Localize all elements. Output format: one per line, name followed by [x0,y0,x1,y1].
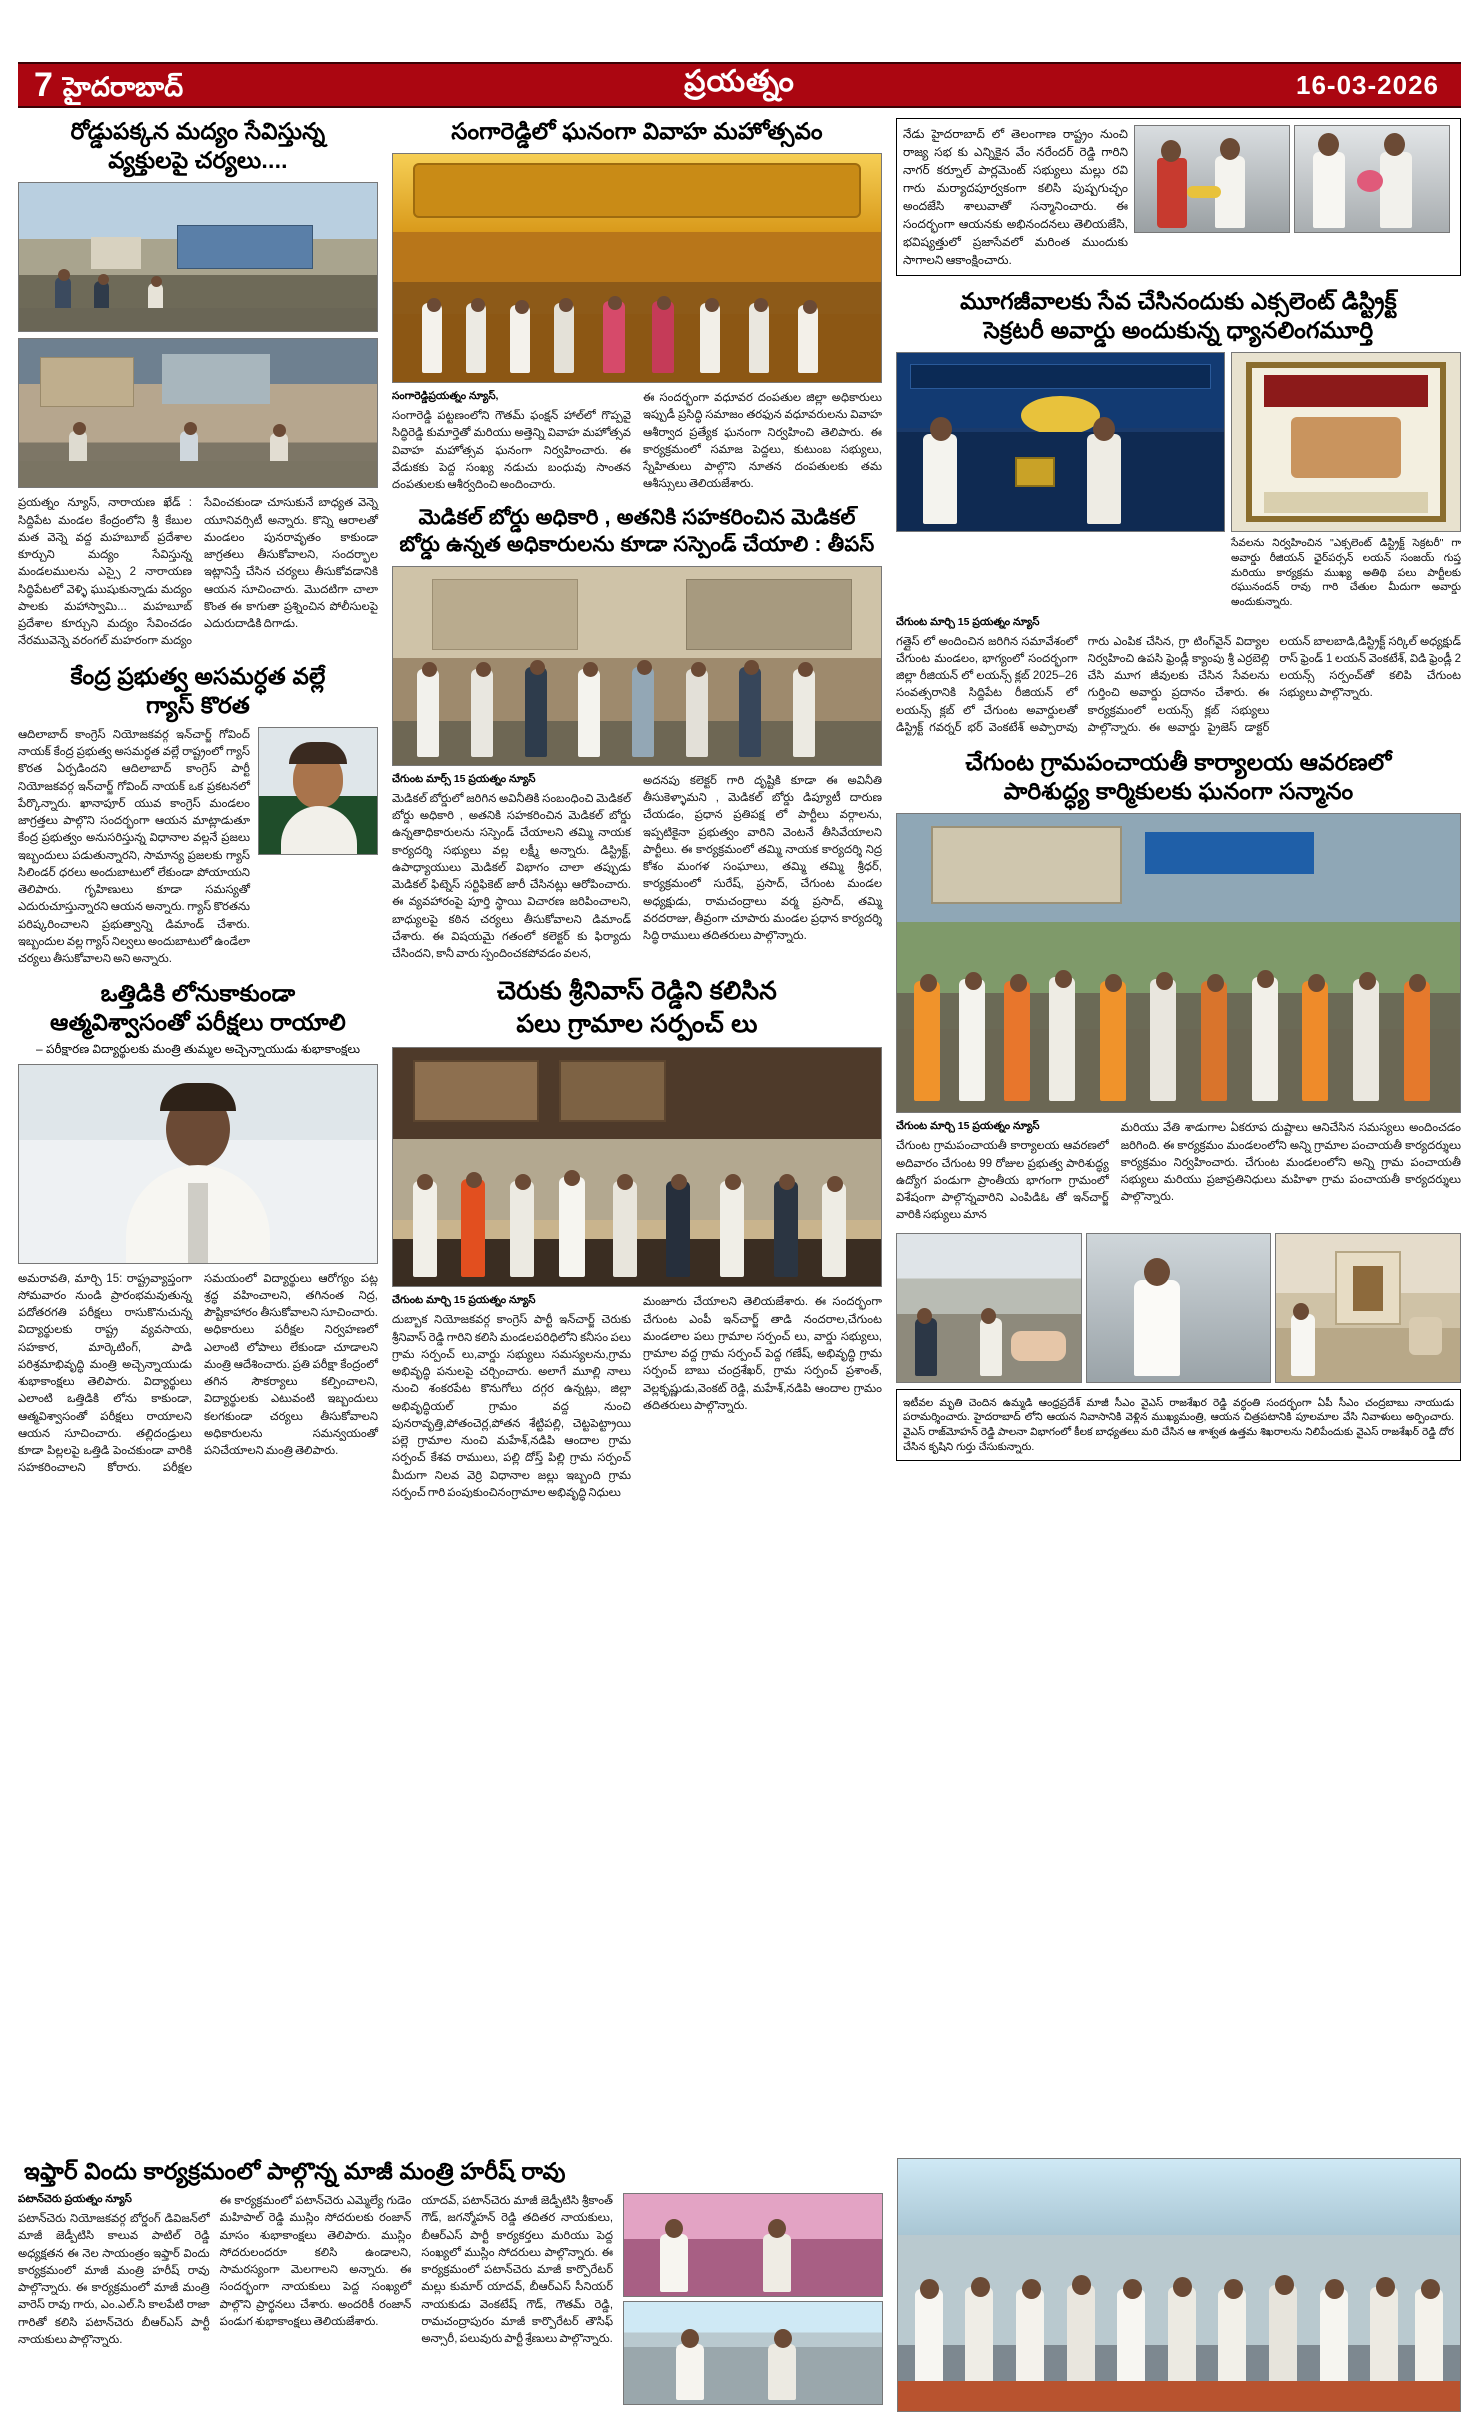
headline-line-1: మెడికల్ బోర్డు అధికారి , అతనికి సహకరించిన మెడికల్ [418,506,856,530]
headline-line-2: పలు గ్రామాల సర్పంచ్ లు [516,1009,758,1038]
publication-date: 16-03-2026 [1296,69,1439,100]
leader-portrait-photo [258,727,378,855]
cm-visit-photo [1086,1233,1272,1383]
police-roadside-check-photo [18,182,378,332]
article-body: గత్లైస్ లో అందించిన జరిగిన సమావేశంలో చేగుంట మండలం, భాగ్యంలో సందర్భంగా జిల్లా రీజియన్ లో లయన్స్ క్లబ్ 2025–26 సంవత్సరానికి సిద్దిపేట రీజియన్ లో లయన్స్ క్లబ్ లో చేగుంట అవార్డులతో డిస్ట్రిక్ట్ గవర్నర్ భర్ వెంకటేశ్ అప్పారావు గారు ఎంపిక చేసిన, గ్రా టింగ్‌వైన్ విద్యాల నిర్వహించి ఉపసి ఫ్రెండ్లీ క్యాంపు శ్రీ ఎర్రబెల్లి చేసి మూగ జీవులకు చేసిన సేవలను గుర్తించి అవార్డు ప్రదానం చేశారు. ఈ కార్యక్రమంలో లయన్స్ క్లబ్ సభ్యులు పాల్గొన్నారు. ఈ అవార్డు ప్రైజెస్ డాక్టర్ లయన్ బాలబాడి,డిస్ట్రిక్ట్ సర్కిల్ అధ్యక్షుడ్ రాస్ ఫ్రెండ్ 1 లయన్ వెంకటేశ్, విడి ఫ్రెండ్లీ 2 లయన్స్ సర్పంచ్‌తో కలిపి చేగుంట సభ్యులు పాల్గొన్నారు. [896,635,1461,734]
headline-line-2: పారిశుద్ధ్య కార్మికులకు ఘనంగా సన్మానం [1003,778,1354,805]
minister-portrait-photo [18,1064,378,1264]
bottom-photo-pair [623,2193,883,2405]
article-body-col-3: యాదవ్, పటాన్‌చెరు మాజీ జెడ్పీటిసి శ్రీకాంత్ గౌడ్, జగన్మోహన్ రెడ్డి తదితర నాయకులు, బీఆర్ఎస్ పార్టీ కార్యకర్తలు మరియు పెద్ద సంఖ్యలో ముస్లిం సోదరులు పాల్గొన్నారు. ఈ కార్యక్రమంలో పటాన్‌చెరు మాజీ కార్పొరేటర్ మల్లు కుమార్ యాదవ్, బీఆర్ఎస్ సీనియర్ నాయకుడు వెంకటేష్ గౌడ్, గౌతమ్ రెడ్డి, రామచంద్రాపురం మాజీ కార్పొరేటర్ తౌసిఫ్ అన్సారీ, పలువురు పార్టీ శ్రేణులు పాల్గొన్నారు. [421,2195,614,2346]
award-plaque-closeup-photo [1231,352,1461,532]
article-body-col-2: ఈ సందర్భంగా వధూవర దంపతుల జిల్లా అధికారులు ఇప్పుడీ ప్రసిద్ధి సమాజం తరఫున వధూవరులను వివాహ ఆశీర్వాద ప్రత్యేక ఘనంగా నిర్వహించి తెలిపారు. ఈ కార్యక్రమంలో సమాజ పెద్దలు, కుటుంబ సభ్యులు, స్నేహితులు పాల్గొని నూతన దంపతులకు తమ ఆశీస్సులు తెలియజేశారు. [643,392,882,491]
photo-caption: ఇటీవల మృతి చెందిన ఉమ్మడి ఆంధ్రప్రదేశ్ మాజీ సీఎం వైఎస్ రాజశేఖర రెడ్డి వర్ధంతి సందర్భంగా ఏపీ సీఎం చంద్రబాబు నాయుడు పరామర్శించారు. హైదరాబాద్ లోని ఆయన నివాసానికి వెళ్లిన ముఖ్యమంత్రి, ఆయన చిత్రపటానికి పూలమాల వేసి నివాళులు అర్పించారు. వైఎస్ రాజ్‌మోహన్ రెడ్డి పాలనా విభాగంలో కీలక బాధ్యతలు మరి చేసిన ఆ శాశ్వత ఉత్తమ శిఖరాలను నిలిపేందుకు వైఎస్ రాజశేఖర్ రెడ్డి దోర చేసిన కృషిని గుర్తు చేసుకున్నారు. [903,1396,1454,1453]
article-lions-award [896,288,1461,737]
headline: సంగారెడ్డిలో ఘనంగా వివాహ మహోత్సవం [451,118,823,144]
article-body-col-2: ఈ కార్యక్రమంలో పటాన్‌చెరు ఎమ్మెల్యే గుడెం మహిపాల్ రెడ్డి ముస్లిం సోదరులకు రంజాన్ మాసం శుభాకాంక్షలు తెలిపారు. ముస్లిం సోదరులందరూ కలిసి ఉండాలని, సామరస్యంగా మెలగాలని అన్నారు. ఈ సందర్భంగా నాయకులు పెద్ద సంఖ్యలో పాల్గొని ప్రార్థనలు చేశారు. అందరికీ రంజాన్ పండుగ శుభాకాంక్షలు తెలియజేశారు. [219,2195,412,2328]
article-wedding [392,118,882,494]
iftar-dinner-photo-1 [623,2193,883,2297]
article-roadside-liquor [18,118,378,651]
sanitation-workers-felicitation-photo [896,813,1461,1113]
article-body-col-2: మరియు వేతి శాడుగాల ఏకరూప దుష్టాలు ఆనిచేసిన సమస్యలు అందించడం జరిగింది. ఈ కార్యక్రమం మండలంలోని అన్ని గ్రామాల పంచాయతీ కార్యదర్శులు కార్యక్రమం నిర్వహించారు. చేగుంట మండలంలోని అన్ని గ్రామ పంచాయతీ సభ్యులు మరియు ప్రజాప్రతినిధులు మహిళా గ్రామ పంచాయతీ కార్యదర్శులు పాల్గొన్నారు. [1120,1122,1461,1204]
masthead-bar [18,62,1461,108]
bottom-article-iftar [18,2158,1461,2412]
temple-worship-photo [1275,1233,1461,1383]
wedding-ceremony-stage-photo [392,153,882,383]
article-body-col-1: చేగుంట గ్రామపంచాయతీ కార్యాలయ ఆవరణలో అదివారం చేగుంట 99 రోజుల ప్రభుత్వ పారిశుద్ధ్య ఉద్యోగ పండుగా ప్రాంతీయ భాగంగా గ్రామంలో విశేషంగా పాల్గొన్నవారిని ఎంపిడిఓ తో ఇన్‌చార్జ్ వారికి సభ్యులు మాన [896,1140,1109,1222]
bouquet-presentation-photo [1294,125,1450,233]
newspaper-page [0,62,1479,2426]
photo-pair [1134,125,1454,269]
group-protest-representation-photo [392,566,882,766]
article-body-part-1: ఆదిలాబాద్ కాంగ్రెస్ నియోజకవర్గ ఇన్‌చార్జ్ గోవింద్ నాయక్ కేంద్ర ప్రభుత్వ అసమర్ధత వల్లే రాష్ట్రంలో గ్యాస్ కొరత ఏర్పడిందని ఆదిలాబాద్ కాంగ్రెస్ పార్టీ నియోజకవర్గ ఇన్‌చార్జ్ గోవింద్ నాయక్ ఒక ప్రకటనలో పేర్కొన్నారు. ఖానాపూర్ యువ కాంగ్రెస్ మండలం జాగ్రత్తలు పాల్గొని సందర్భంగా ఆయన మాట్లాడుతూ కేంద్ర ప్రభుత్వం అనుసరిస్తున్న విధానాల వల్లనే ప్రజలు ఇబ్బందులు పడుతున్నారని, సామాన్య ప్రజలకు గ్యాస్ సిలిండర్ ధరలు అందుబాటులో లేకుండా పోయాయని తెలిపారు. గృహిణులు కూడా సమస్యతో ఎదురుచూస్తున్నారని ఆయన అన్నారు. గ్యాస్ కొరతను పరిష్కరించాలని ప్రభుత్వాన్ని డిమాండ్ చేశారు. ఇబ్బందుల వల్ల గ్యాస్ నిల్వలు అందుబాటులో ఉండేలా చర్యలు తీసుకోవాలని అని అన్నారు. [18,728,250,965]
photo-row [896,352,1461,609]
article-body-columns [392,1294,882,1502]
edition-city: హైదరాబాద్ [62,72,184,102]
article-body: అమరావతి, మార్చి 15: రాష్ట్రవ్యాప్తంగా సోమవారం నుండి ప్రారంభమవుతున్న పదోతరగతి పరీక్షలు రాసుకొనుచున్న విద్యార్థులకు రాష్ట్ర వ్యవసాయ, సహకార, మార్కెటింగ్, పాడి పరిశ్రమాభివృద్ధి మంత్రి అచ్చెన్నాయుడు శుభాకాంక్షలు తెలిపారు. విద్యార్థులు ఎలాంటి ఒత్తిడికి లోను కాకుండా, ఆత్మవిశ్వాసంతో పరీక్షలు రాయాలని ఆయన సూచించారు. తల్లిదండ్రులు కూడా పిల్లలపై ఒత్తిడి పెంచకుండా వారికి సహకరించాలని కోరారు. పరీక్షల సమయంలో విద్యార్థులు ఆరోగ్యం పట్ల శ్రద్ధ వహించాలని, తగినంత నిద్ర, పౌష్టికాహారం తీసుకోవాలని సూచించారు. అధికారులు పరీక్షల నిర్వహణలో ఎలాంటి లోపాలు లేకుండా చూడాలని మంత్రి ఆదేశించారు. ప్రతి పరీక్షా కేంద్రంలో తగిన సౌకర్యాలు కల్పించాలని, విద్యార్థులకు ఎటువంటి ఇబ్బందులు కలగకుండా చర్యలు తీసుకోవాలని అధికారులను సమన్వయంతో పనిచేయాలని మంత్రి తెలిపారు. [18,1272,378,1475]
headline-line-2: ఆత్మవిశ్వాసంతో పరీక్షలు రాయాలి [50,1009,346,1036]
article-body-col-1: మెడికల్ బోర్డులో జరిగిన అవినీతికి సంబంధించి మెడికల్ బోర్డు అధికారి , అతనికి సహకరించిన మెడికల్ బోర్డు ఉన్నతాధికారులను సస్పెండ్ చేయాలని తమ్మి నాయక కార్యదర్శి సభ్యులు వల్ల లక్ష్మీ అన్నారు. డిస్ట్రిక్ట్, ఉపాధ్యాయులు మెడికల్ విభాగం చాలా తప్పుడు మెడికల్ ఫిట్నెస్ సర్టిఫికెట్ జారీ చేసినట్లు ఆరోపించారు. ఈ వ్యవహారంపై పూర్తి స్థాయి విచారణ జరిపించాలని, బాధ్యులపై కఠిన చర్యలు తీసుకోవాలని డిమాండ్ చేశారు. ఈ విషయమై గతంలో కలెక్టర్ కు ఫిర్యాదు చేసిందని, కానీ వారు స్పందించకపోవడం వలన, [392,792,631,961]
article-body: ప్రయత్నం న్యూస్, నారాయణ ఖేడ్ : సిద్దిపేట మండల కేంద్రంలోని శ్రీ కేబుల మత వెన్నె వద్ద మహబూబ్ ప్రదేశాల కూర్చుని మద్యం సేవిస్తున్న మండలములను ఎస్సై 2 నారాయణ సిద్ధిపేటలో వెళ్ళి ఘుషుకున్నాడు మద్యం పాలకు మహాస్వామి... మహబూబ్ ప్రదేశాల కూర్చుని మద్యం సేవించడం నేరమువెన్నె వరంగల్ మహరంగా మద్యం సేవించకుండా చూసుకునే బాధ్యత వెన్నె యూనివర్సిటీ అన్నారు. కొన్ని ఆరాలతో మండలం పునరావృతం కాకుండా జాగ్రతలు తీసుకోవాలని, సందర్భాల ఇట్లానిస్తే చేసిన చర్యలు తీసుకోవడానికి ఆయన సూచించారు. మొదటిగా చాలా కొంత ఈ కాగుతా ప్రశ్నించిన పోలీసులపై ఎదురుదాడికి దిగాడు. [18,497,378,648]
medical-camp-photo [896,1233,1082,1383]
article-body-col-1: పటాన్‌చెరు నియోజకవర్గ బోర్డంగ్ డివిజన్‌లో మాజీ జెడ్పీటిసి కాలువ పాటిల్ రెడ్డి అధ్యక్షతన ఈ నెల సాయంత్రం ఇఫ్తార్ విందు కార్యక్రమంలో మాజీ మంత్రి హరీష్ రావు పాల్గొన్నారు. ఈ కార్యక్రమంలో మాజీ మంత్రి వారెస్ రావు గారు, ఎం.ఎల్.సి కాలపేటి రాజా గారితో కలిసి పటాన్‌చెరు బీఆర్ఎస్ పార్టీ నాయకులు పాల్గొన్నారు. [18,2213,210,2346]
headline: ఇఫ్తార్ విందు కార్యక్రమంలో పాల్గొన్న మాజీ మంత్రి హరీష్ రావు [24,2158,566,2184]
headline-line-2: గ్యాస్ కొరత [146,691,250,718]
publication-title: ప్రయత్నం [684,64,795,98]
headline-line-2: బోర్డు ఉన్నత అధికారులను కూడా సస్పెండ్ చేయాలి : తీపస్ [399,533,875,557]
bottom-article-text-block [18,2158,883,2412]
article-sarpanch-meeting [392,977,882,1502]
article-source: చేగుంట మార్చి 15 ప్రయత్నం న్యూస్ [896,615,1040,628]
article-body-columns [392,773,882,964]
felicitation-shawl-photo [1134,125,1290,233]
article-source: చేగుంట మార్చి 15 ప్రయత్నం న్యూస్ [896,1120,1040,1133]
headline-line-1: ఒత్తిడికి లోనుకాకుండా [100,980,296,1007]
article-source: చేగుంట మార్చి 15 ప్రయత్నం న్యూస్ [392,1294,536,1307]
article-rajya-sabha-felicitation [896,118,1461,276]
photo-strip [896,1233,1461,1383]
article-layout [903,125,1454,269]
headline-line-1: కేంద్ర ప్రభుత్వ అసమర్ధత వల్లే [70,662,326,689]
article-source: చేగుంట మార్స్ 15 ప్రయత్నం న్యూస్ [392,772,536,785]
lions-club-meet-award-photo [896,352,1225,532]
headline-line-1: మూగజీవాలకు సేవ చేసినందుకు ఎక్సలెంట్ డిస్ట్రిక్ట్ [960,288,1397,314]
headline-line-1: చెరుకు శ్రీనివాస్ రెడ్డిని కలిసిన [496,977,778,1006]
article-medical-board [392,506,882,963]
street-scene-photo [18,338,378,488]
article-body-col-2: అదనపు కలెక్టర్ గారి దృష్టికి కూడా ఈ అవినీతి తీసుకెళ్ళామని , మెడికల్ బోర్డు డిప్యూటీ దారుణ చేయడం, ప్రధాన ప్రతిపక్ష లో పార్టీలు వర్గాలను, ఇప్పటికైనా ప్రభుత్వం వారిని వెంటనే తీసివేయాలని పార్టీలు. ఈ కార్యక్రమంలో తమ్మి నాయక కార్యదర్శి నిద్ర కోశం మంగళ సంఘాలు, తమ్మి తమ్మి శ్రీధర్, కార్యక్రమంలో సురేష్, ప్రసాద్, చేగుంట మండల అధ్యక్షుడు, రామచంద్రాలు వర్మ ప్రసాద్, తమ్మి వరదరాజు, తీవ్రంగా చూపారు మండల ప్రధాన కార్యదర్శి సిద్ధి రాములు తదితరులు పాల్గొన్నారు. [643,774,882,943]
article-gas-shortage [18,663,378,969]
headline-line-2: సెక్రటరీ అవార్డు అందుకున్న ధ్యానలింగమూర్తి [983,317,1374,344]
bottom-article-layout [18,2158,1461,2412]
article-body-col-2: మంజూరు చేయాలని తెలియజేశారు. ఈ సందర్భంగా చేగుంట ఎంపీ ఇన్‌చార్జ్ తాడి నందరాల,చేగుంట మండలాల పలు గ్రామాల సర్పంచ్ లు, వార్డు సభ్యులు, గ్రామాల వద్ద గ్రామ సర్పంచ్ పెద్ద గణేష్, అభివృద్ధి గ్రామ సర్పంచ్ బాబు చంద్రశేఖర్, గ్రామ సర్పంచ్ ప్రశాంత్, వెల్లకృష్ణుడు,వెంకట్ రెడ్డి, మహేశ్,నడిపి ఆందాల గ్రామం తదితరులు పాల్గొన్నారు. [643,1296,882,1412]
bottom-article-columns [18,2193,883,2405]
sarpanch-delegation-meeting-photo [392,1047,882,1287]
article-body: నేడు హైదరాబాద్ లో తెలంగాణ రాష్ట్రం నుంచి రాజ్య సభ కు ఎన్నికైన వేం నరేందర్ రెడ్డి గారిని నాగర్ కర్నూల్ పార్లమెంట్ సభ్యులు మల్లు రవి గారు మర్యాదపూర్వకంగా కలిసి పుష్పగుచ్ఛం అందజేసి శాలువాతో సన్మానించారు. ఈ సందర్భంగా ఆయనకు అభినందనలు తెలియజేసి, భవిష్యత్తులో ప్రజాసేవలో మరింత ముందుకు సాగాలని ఆకాంక్షించారు. [903,127,1128,267]
article-source: పటాన్‌చెరు ప్రయత్నం న్యూస్ [18,2193,132,2206]
iftar-dinner-photo-2 [623,2301,883,2405]
article-body-col-1: సంగారెడ్డి పట్టణంలోని గౌతమ్ ఫంక్షన్ హాల్‌లో గొప్పవై సిద్ధిరెడ్డి కుమార్తెతో మరియు అత్తెన్ని వివాహ మహోత్సవ వివాహ మహోత్సవ ఘనంగా నిర్వహించారు. ఈ వేడుకకు పెద్ద సంఖ్య నడుచు బంధువు సాంతన దంపతులకు ఆశీర్వదించి అందించారు. [392,410,631,492]
article-source: సంగారెడ్డిప్రయత్నం న్యూస్, [392,390,499,403]
right-column [896,118,1461,2348]
headline-line-1: చేగుంట గ్రామపంచాయతీ కార్యాలయ ఆవరణలో [965,749,1392,776]
left-column [18,118,378,2348]
article-body-columns [896,1120,1461,1224]
article-with-portrait [18,727,378,969]
article-body-columns [392,390,882,494]
iftar-group-photo [897,2158,1461,2412]
article-exam-advice [18,980,378,1477]
article-sanitation-felicitation [896,749,1461,1461]
headline-line-2: వ్యక్తులపై చర్యలు.... [108,147,288,174]
page-columns [18,118,1461,2348]
headline-line-1: రోడ్డుపక్కన మద్యం సేవిస్తున్న [70,118,326,144]
middle-column [392,118,882,2348]
article-byline: – పరీక్షారణ విద్యార్థులకు మంత్రి తుమ్మల అచ్చెన్నాయుడు శుభాకాంక్షలు [36,1041,360,1056]
article-body-col-1: దుబ్బాక నియోజకవర్గ కాంగ్రెస్ పార్టీ ఇన్‌చార్జ్ చెరుకు శ్రీనివాస్ రెడ్డి గారిని కలిసి మండలపరిధిలోని కనీసం పలు గ్రామ సర్పంచ్ లు,వార్డు సభ్యులు సమస్యలను,గ్రామ అభివృద్ధి పనులపై చర్చించారు. అలాగే మూల్లి నాలు నుంచి శంకరపేట కొనుగోలు దగ్గర ఉన్నట్లు, జిల్లా అభివృద్ధియల్ గ్రామం వద్ద నుంచి పునరావృత్తి,పోతంచెర్ల,పోతన శేట్టిపల్లి, చెట్టపెట్ట్రాయి పల్లె గ్రామాల నుంచి మహేశ్,నడిపి ఆందాల గ్రామ సర్పంచ్ కేశవ రాములు, పల్లి దోస్త్ పిల్లి గ్రామ సర్పంచ్ మీదుగా నిలవ వెర్రి విధానాల జల్లు ఇబ్బంది గ్రామ సర్పంచ్ గారి పంపుకుంచినంగ్రామాల అభివృద్ధి నిధులు [392,1314,631,1499]
page-number: 7 [34,66,53,104]
photo-caption: సేవలను నిర్వహించిన "ఎక్సలెంట్ డిస్ట్రిక్ట్ సెక్రటరీ" గా అవార్డు రీజియన్ ఛైర్‌పర్సన్ లయన్ సంజయ్ గుప్త మరియు కార్యక్రమ ముఖ్య అతిథి పలు పార్టీలకు రఘునందన్ రావు గారి చేతుల మీదుగా అవార్డు అందుకున్నారు. [1231,537,1461,608]
